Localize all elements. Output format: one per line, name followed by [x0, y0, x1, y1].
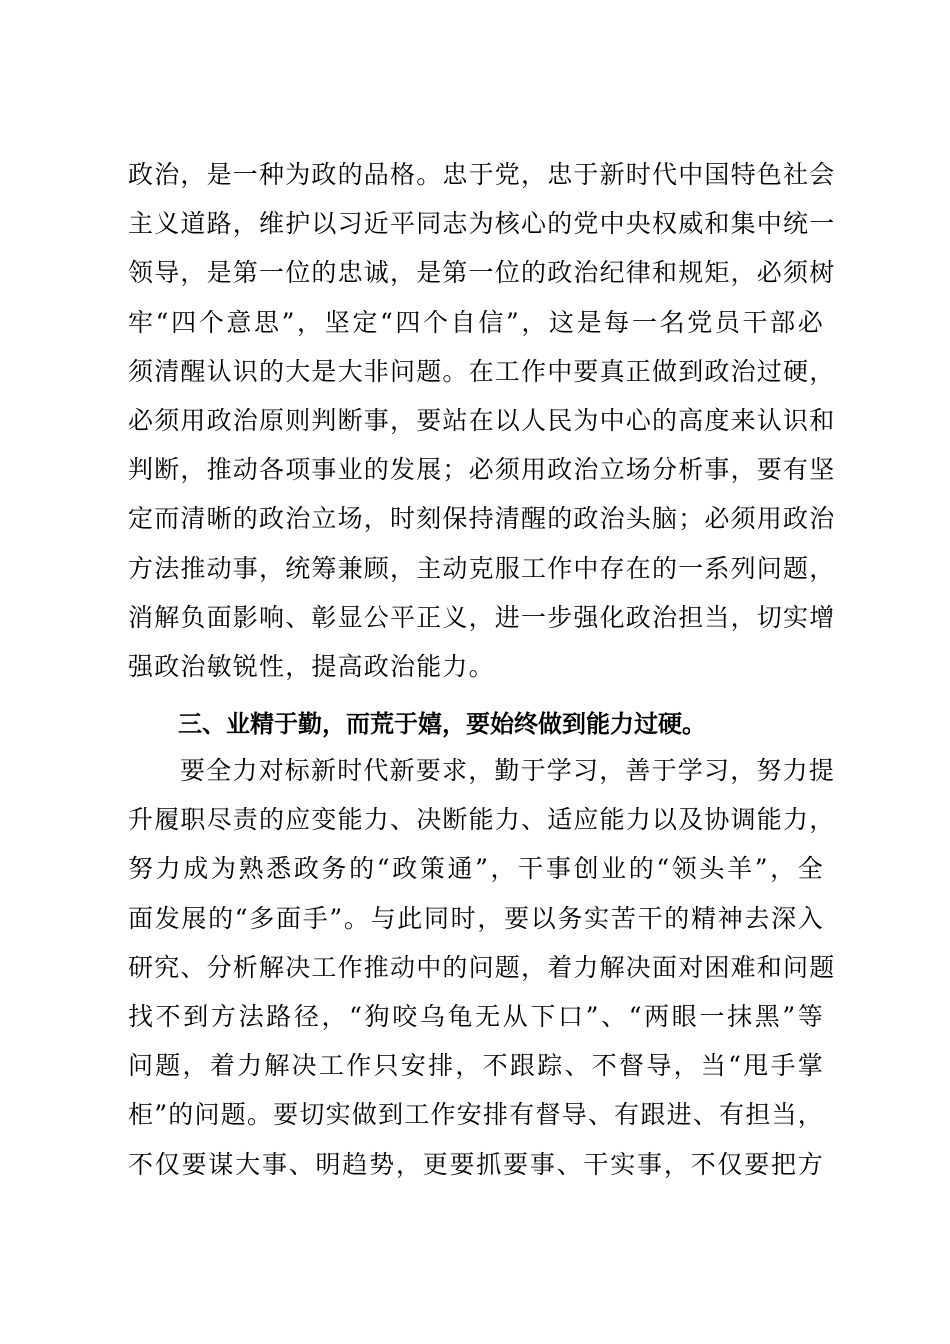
text-line: 方法推动事，统筹兼顾，主动克服工作中存在的一系列问题， [128, 553, 836, 583]
text-line: 消解负面影响、彰显公平正义，进一步强化政治担当，切实增 [128, 602, 836, 632]
text-line: 判断，推动各项事业的发展；必须用政治立场分析事，要有坚 [128, 455, 836, 485]
text-line: 找不到方法路径，“狗咬乌龟无从下口”、“两眼一抹黑”等 [128, 1002, 824, 1032]
text-line: 政治，是一种为政的品格。忠于党，忠于新时代中国特色社会 [128, 160, 836, 189]
text-line: 领导，是第一位的忠诚，是第一位的政治纪律和规矩，必须树 [128, 258, 836, 288]
body-paragraph-political [128, 150, 836, 691]
text-line: 面发展的“多面手”。与此同时，要以务实苦干的精神去深入 [128, 903, 824, 933]
text-line: 须清醒认识的大是大非问题。在工作中要真正做到政治过硬， [128, 356, 836, 386]
text-line: 要全力对标新时代新要求，勤于学习，善于学习，努力提 [180, 756, 836, 785]
text-line: 不仅要谋大事、明趋势，更要抓要事、干实事，不仅要把方 [128, 1149, 824, 1179]
text-line: 强政治敏锐性，提高政治能力。 [128, 652, 495, 682]
text-line: 问题，着力解决工作只安排，不跟踪、不督导，当“甩手掌 [128, 1051, 824, 1081]
text-line: 主义道路，维护以习近平同志为核心的党中央权威和集中统一 [128, 209, 836, 239]
text-line: 努力成为熟悉政务的“政策通”，干事创业的“领头羊”，全 [128, 854, 824, 884]
body-paragraph-ability [128, 746, 836, 1189]
text-line: 定而清晰的政治立场，时刻保持清醒的政治头脑；必须用政治 [128, 504, 836, 534]
text-line: 柜”的问题。要切实做到工作安排有督导、有跟进、有担当， [128, 1100, 824, 1130]
text-line: 升履职尽责的应变能力、决断能力、适应能力以及协调能力， [128, 805, 836, 835]
text-line: 必须用政治原则判断事，要站在以人民为中心的高度来认识和 [128, 406, 836, 436]
text-line: 牢“四个意思”，坚定“四个自信”，这是每一名党员干部必 [128, 307, 824, 337]
section-heading-3: 三、业精于勤，而荒于嬉，要始终做到能力过硬。 [178, 710, 706, 738]
text-line: 研究、分析解决工作推动中的问题，着力解决面对困难和问题 [128, 952, 836, 982]
